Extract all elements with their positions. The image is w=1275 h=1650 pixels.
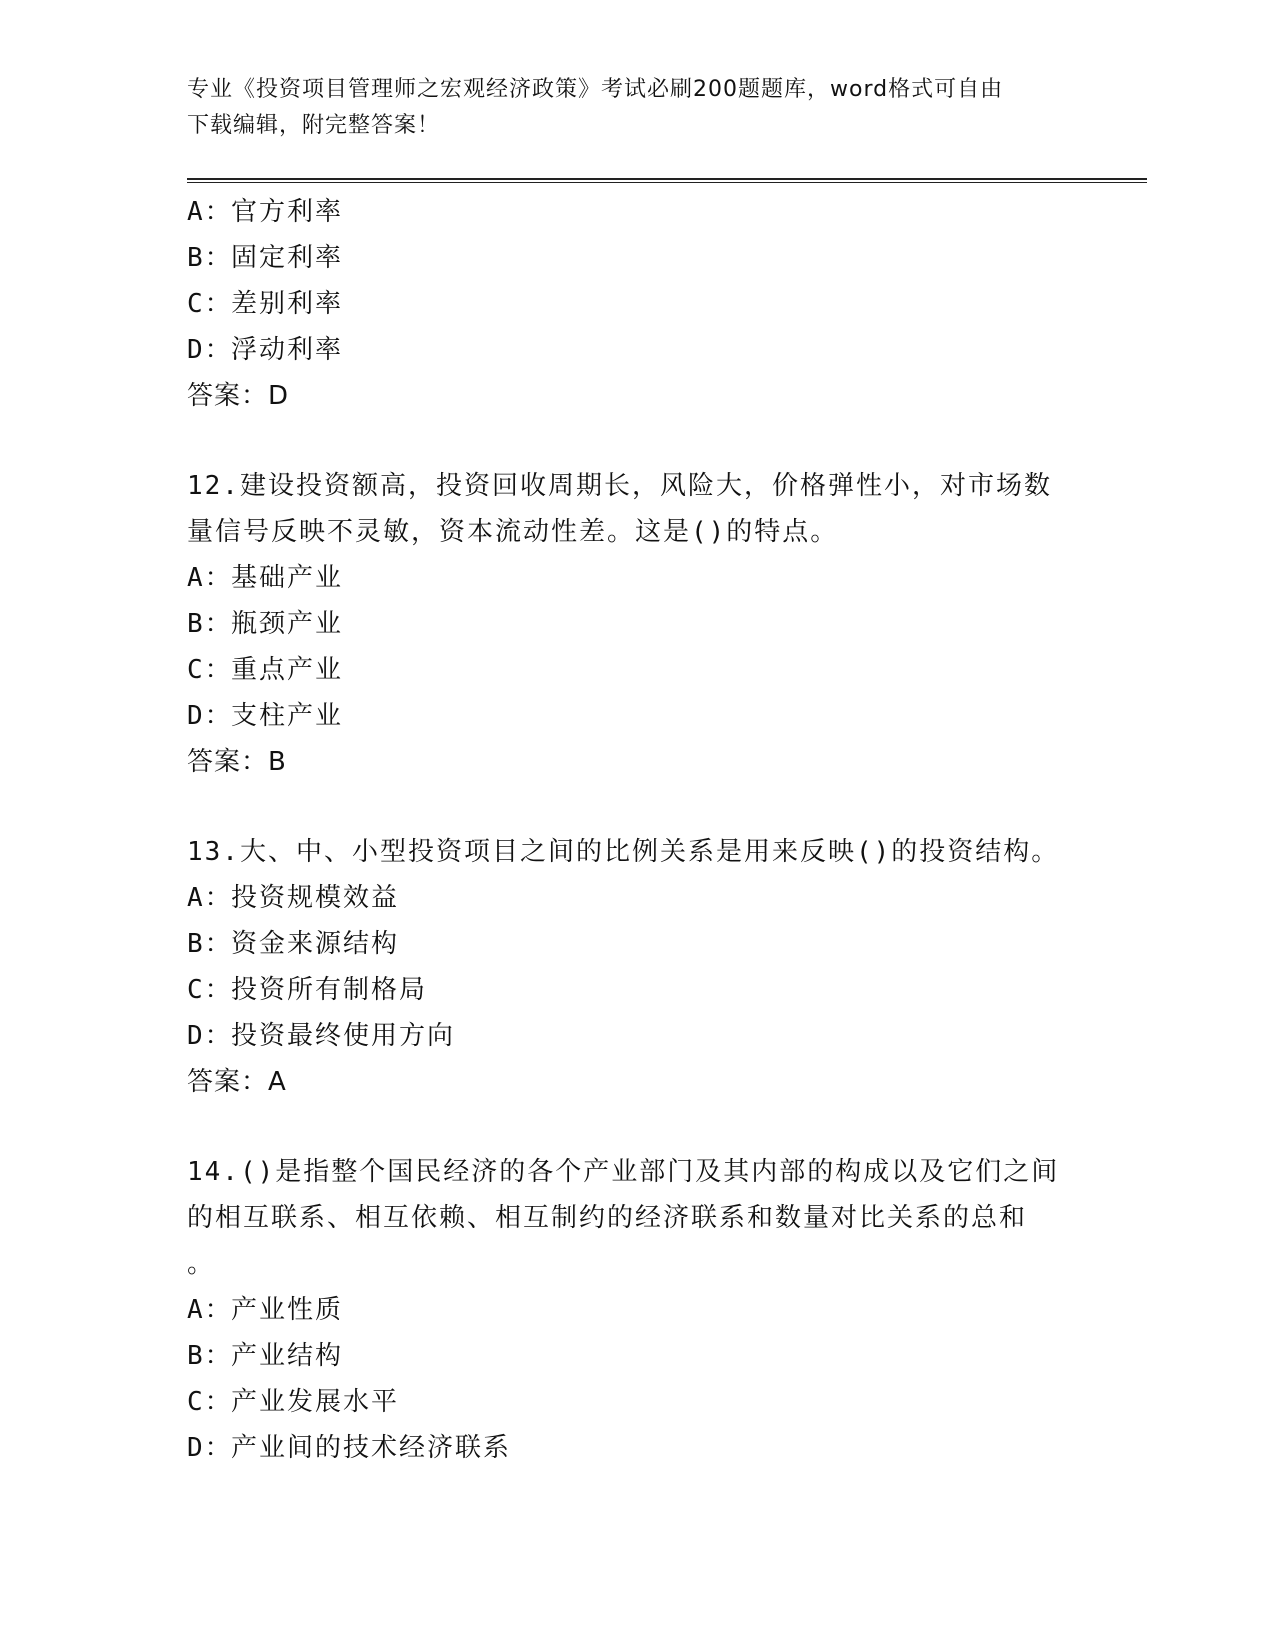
option-c: [187, 647, 1087, 693]
option-text: 差别利率: [231, 289, 344, 319]
option-text: 支柱产业: [231, 701, 344, 731]
question-list: [187, 189, 1087, 1471]
option-c: [187, 967, 1087, 1013]
stem-line-2: 的相互联系、相互依赖、相互制约的经济联系和数量对比关系的总和: [187, 1203, 1028, 1233]
option-b: [187, 921, 1087, 967]
option-c: [187, 281, 1087, 327]
answer-value: D: [268, 381, 290, 411]
answer-label: 答案：: [187, 1067, 269, 1097]
option-a: [187, 189, 1087, 235]
answer-value: B: [268, 747, 287, 777]
option-text: 瓶颈产业: [231, 609, 344, 639]
option-d: [187, 1013, 1087, 1059]
option-key: A：: [187, 197, 233, 227]
option-key: B：: [187, 243, 233, 273]
question-stem: [187, 463, 1087, 555]
option-key: C：: [187, 289, 233, 319]
option-d: [187, 693, 1087, 739]
stem-line-1: 14.()是指整个国民经济的各个产业部门及其内部的构成以及它们之间: [187, 1157, 1060, 1187]
option-text: 重点产业: [231, 655, 344, 685]
answer-line: [187, 1059, 1087, 1105]
option-key: C：: [187, 655, 233, 685]
option-text: 投资所有制格局: [231, 975, 428, 1005]
option-d: [187, 1425, 1087, 1471]
option-d: [187, 327, 1087, 373]
option-text: 官方利率: [231, 197, 344, 227]
question-12: [187, 463, 1087, 785]
option-key: D：: [187, 1433, 233, 1463]
option-text: 投资最终使用方向: [231, 1021, 456, 1051]
option-key: C：: [187, 975, 233, 1005]
option-text: 产业间的技术经济联系: [231, 1433, 512, 1463]
question-stem: [187, 1149, 1087, 1287]
stem-line-1: 13.大、中、小型投资项目之间的比例关系是用来反映()的投资结构。: [187, 837, 1060, 867]
answer-line: [187, 739, 1087, 785]
option-key: C：: [187, 1387, 233, 1417]
answer-label: 答案：: [187, 381, 269, 411]
option-key: A：: [187, 883, 233, 913]
option-key: D：: [187, 1021, 233, 1051]
option-text: 投资规模效益: [231, 883, 400, 913]
option-a: [187, 1287, 1087, 1333]
option-key: B：: [187, 609, 233, 639]
answer-value: A: [268, 1067, 287, 1097]
option-a: [187, 875, 1087, 921]
question-13: [187, 829, 1087, 1105]
question-stem: [187, 829, 1087, 875]
question-14: [187, 1149, 1087, 1471]
option-key: B：: [187, 929, 233, 959]
option-b: [187, 235, 1087, 281]
option-key: D：: [187, 335, 233, 365]
option-key: B：: [187, 1341, 233, 1371]
question-11-partial: [187, 189, 1087, 419]
stem-line-3: 。: [187, 1249, 216, 1279]
option-text: 浮动利率: [231, 335, 344, 365]
answer-line: [187, 373, 1087, 419]
option-b: [187, 601, 1087, 647]
option-key: A：: [187, 1295, 233, 1325]
stem-line-1: 12.建设投资额高，投资回收周期长，风险大，价格弹性小，对市场数: [187, 471, 1052, 501]
stem-line-2: 量信号反映不灵敏，资本流动性差。这是()的特点。: [187, 517, 839, 547]
option-b: [187, 1333, 1087, 1379]
document-header: [187, 72, 1087, 144]
header-title-line-1: 专业《投资项目管理师之宏观经济政策》考试必刷200题题库，word格式可自由: [187, 77, 1004, 102]
option-key: A：: [187, 563, 233, 593]
option-text: 产业发展水平: [231, 1387, 400, 1417]
option-c: [187, 1379, 1087, 1425]
header-title-line-2: 下载编辑，附完整答案！: [187, 113, 441, 138]
option-text: 资金来源结构: [231, 929, 400, 959]
option-key: D：: [187, 701, 233, 731]
answer-label: 答案：: [187, 747, 269, 777]
header-divider: [187, 178, 1147, 183]
option-text: 产业结构: [231, 1341, 344, 1371]
option-text: 固定利率: [231, 243, 344, 273]
option-text: 产业性质: [231, 1295, 344, 1325]
option-text: 基础产业: [231, 563, 344, 593]
option-a: [187, 555, 1087, 601]
